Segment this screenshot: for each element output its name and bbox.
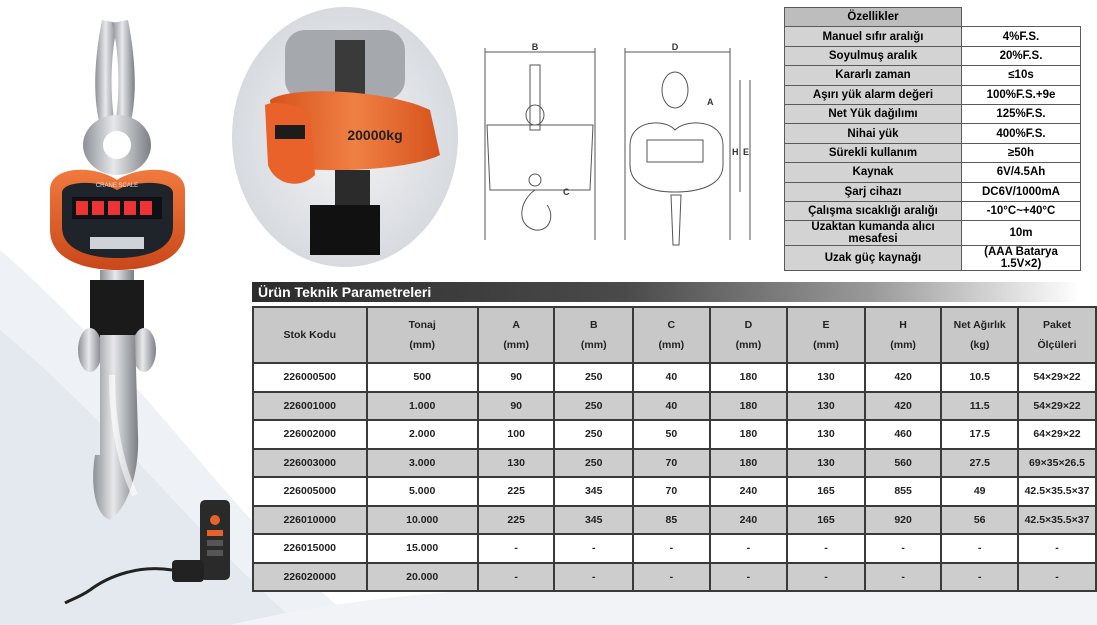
feature-value: 20%F.S.: [962, 46, 1081, 65]
table-cell: 49: [941, 477, 1018, 506]
table-cell: 2.000: [367, 420, 478, 449]
table-cell: 64×29×22: [1018, 420, 1096, 449]
drawing-label-a: A: [707, 97, 714, 107]
drawing-label-b: B: [531, 42, 539, 52]
features-row: [785, 124, 1081, 143]
parameters-table: [252, 306, 1097, 592]
table-cell: 225: [478, 506, 555, 535]
column-header: [710, 307, 788, 363]
features-header-row: [785, 8, 1081, 27]
table-cell: -: [787, 534, 865, 563]
table-cell: 226002000: [253, 420, 367, 449]
column-header-unit: Ölçüleri: [1037, 339, 1077, 351]
column-header: [1018, 307, 1096, 363]
column-header: [787, 307, 865, 363]
table-cell: -: [787, 563, 865, 592]
feature-key: Çalışma sıcaklığı aralığı: [785, 201, 962, 220]
column-header-unit: (mm): [813, 339, 839, 351]
table-cell: 42.5×35.5×37: [1018, 506, 1096, 535]
features-table: [784, 7, 1081, 271]
table-cell: 130: [787, 420, 865, 449]
column-header-name: H: [899, 319, 907, 331]
table-cell: 15.000: [367, 534, 478, 563]
table-cell: 40: [633, 363, 710, 392]
table-cell: 180: [710, 420, 788, 449]
table-cell: 920: [865, 506, 942, 535]
table-cell: 10.5: [941, 363, 1018, 392]
feature-value: -10°C~+40°C: [962, 201, 1081, 220]
column-header-unit: (mm): [890, 339, 916, 351]
table-cell: -: [633, 534, 710, 563]
table-cell: 226015000: [253, 534, 367, 563]
drawing-label-h: H: [732, 147, 739, 157]
table-cell: 460: [865, 420, 942, 449]
table-cell: -: [478, 563, 555, 592]
column-header: [253, 307, 367, 363]
features-header: Özellikler: [785, 8, 962, 27]
column-header-unit: (mm): [503, 339, 529, 351]
feature-key: Net Yük dağılımı: [785, 104, 962, 123]
features-row: [785, 246, 1081, 271]
feature-key: Aşırı yük alarm değeri: [785, 85, 962, 104]
table-cell: 180: [710, 449, 788, 478]
table-cell: 250: [554, 449, 633, 478]
section-title: Ürün Teknik Parametreleri: [252, 282, 1080, 302]
feature-value: ≤10s: [962, 66, 1081, 85]
table-cell: 69×35×26.5: [1018, 449, 1096, 478]
parameters-header-row: [253, 307, 1096, 363]
table-cell: 250: [554, 363, 633, 392]
table-cell: 130: [478, 449, 555, 478]
features-row: [785, 163, 1081, 182]
features-row: [785, 46, 1081, 65]
feature-key: Kararlı zaman: [785, 66, 962, 85]
feature-key: Nihai yük: [785, 124, 962, 143]
feature-value: (AAA Batarya 1.5V×2): [962, 246, 1081, 271]
column-header: [478, 307, 555, 363]
column-header-name: E: [822, 319, 830, 331]
table-cell: -: [1018, 563, 1096, 592]
table-cell: 5.000: [367, 477, 478, 506]
feature-value: DC6V/1000mA: [962, 182, 1081, 201]
drawing-label-d: D: [671, 42, 679, 52]
table-cell: 560: [865, 449, 942, 478]
table-row: [253, 392, 1096, 421]
table-cell: -: [710, 534, 788, 563]
table-cell: 90: [478, 363, 555, 392]
drawing-label-c: C: [563, 187, 570, 197]
column-header: [633, 307, 710, 363]
feature-key: Soyulmuş aralık: [785, 46, 962, 65]
table-cell: 11.5: [941, 392, 1018, 421]
column-header-unit: (mm): [658, 339, 685, 351]
column-header-name: C: [667, 319, 676, 331]
table-cell: 130: [787, 363, 865, 392]
table-cell: 17.5: [941, 420, 1018, 449]
table-cell: 345: [554, 506, 633, 535]
table-cell: -: [941, 563, 1018, 592]
table-cell: 180: [710, 363, 788, 392]
feature-key: Şarj cihazı: [785, 182, 962, 201]
table-cell: 345: [554, 477, 633, 506]
features-row: [785, 143, 1081, 162]
column-header: [367, 307, 478, 363]
table-row: [253, 363, 1096, 392]
feature-value: 4%F.S.: [962, 27, 1081, 46]
table-cell: 85: [633, 506, 710, 535]
table-cell: 54×29×22: [1018, 363, 1096, 392]
feature-value: 100%F.S.+9e: [962, 85, 1081, 104]
column-header-name: Paket: [1042, 319, 1072, 331]
column-header-unit: (mm): [735, 339, 762, 351]
table-cell: 420: [865, 392, 942, 421]
table-cell: 90: [478, 392, 555, 421]
feature-value: 10m: [962, 221, 1081, 246]
table-row: [253, 534, 1096, 563]
table-cell: 250: [554, 420, 633, 449]
feature-value: 125%F.S.: [962, 104, 1081, 123]
table-cell: 130: [787, 392, 865, 421]
table-cell: -: [478, 534, 555, 563]
features-row: [785, 104, 1081, 123]
column-header-name: A: [512, 319, 520, 331]
table-cell: 56: [941, 506, 1018, 535]
table-cell: -: [941, 534, 1018, 563]
feature-value: 400%F.S.: [962, 124, 1081, 143]
column-header-name: Tonaj: [408, 319, 436, 331]
table-row: [253, 563, 1096, 592]
feature-key: Kaynak: [785, 163, 962, 182]
column-header-unit: (mm): [409, 339, 436, 351]
column-header-name: D: [744, 319, 753, 331]
scale-brand-text: CRANE SCALE: [95, 183, 139, 189]
table-cell: 50: [633, 420, 710, 449]
column-header: [554, 307, 633, 363]
table-cell: 240: [710, 477, 788, 506]
column-header-name: Net Ağırlık: [953, 319, 1006, 331]
closeup-capacity-text: 20000kg: [347, 127, 403, 143]
features-row: [785, 85, 1081, 104]
closeup-image: [230, 5, 460, 270]
crane-scale-image: [40, 15, 200, 525]
table-cell: 855: [865, 477, 942, 506]
table-cell: -: [710, 563, 788, 592]
column-header: [865, 307, 942, 363]
table-cell: -: [633, 563, 710, 592]
table-cell: -: [554, 534, 633, 563]
table-cell: -: [554, 563, 633, 592]
table-cell: 225: [478, 477, 555, 506]
table-cell: 240: [710, 506, 788, 535]
table-cell: 226010000: [253, 506, 367, 535]
column-header-name: Stok Kodu: [283, 329, 336, 341]
table-cell: 3.000: [367, 449, 478, 478]
table-cell: 42.5×35.5×37: [1018, 477, 1096, 506]
table-cell: 100: [478, 420, 555, 449]
table-cell: 180: [710, 392, 788, 421]
table-cell: 70: [633, 477, 710, 506]
table-row: [253, 449, 1096, 478]
technical-drawing: [475, 40, 760, 250]
table-cell: 226005000: [253, 477, 367, 506]
table-cell: 130: [787, 449, 865, 478]
features-row: [785, 221, 1081, 246]
feature-value: ≥50h: [962, 143, 1081, 162]
table-cell: 40: [633, 392, 710, 421]
drawing-label-e: E: [743, 147, 750, 157]
feature-value: 6V/4.5Ah: [962, 163, 1081, 182]
table-cell: -: [1018, 534, 1096, 563]
table-cell: 54×29×22: [1018, 392, 1096, 421]
column-header: [941, 307, 1018, 363]
table-cell: 226003000: [253, 449, 367, 478]
table-cell: -: [865, 563, 942, 592]
table-row: [253, 477, 1096, 506]
features-row: [785, 182, 1081, 201]
table-cell: 20.000: [367, 563, 478, 592]
features-row: [785, 201, 1081, 220]
table-cell: 27.5: [941, 449, 1018, 478]
table-cell: -: [865, 534, 942, 563]
feature-key: Uzaktan kumanda alıcı mesafesi: [785, 221, 962, 246]
table-row: [253, 420, 1096, 449]
table-cell: 226001000: [253, 392, 367, 421]
table-row: [253, 506, 1096, 535]
table-cell: 10.000: [367, 506, 478, 535]
table-cell: 165: [787, 506, 865, 535]
column-header-unit: (mm): [580, 339, 607, 351]
remote-and-charger-image: [60, 495, 240, 610]
features-row: [785, 66, 1081, 85]
table-cell: 250: [554, 392, 633, 421]
feature-key: Manuel sıfır aralığı: [785, 27, 962, 46]
column-header-unit: (kg): [970, 339, 990, 351]
table-cell: 420: [865, 363, 942, 392]
table-cell: 226000500: [253, 363, 367, 392]
feature-key: Sürekli kullanım: [785, 143, 962, 162]
table-cell: 500: [367, 363, 478, 392]
table-cell: 226020000: [253, 563, 367, 592]
table-cell: 1.000: [367, 392, 478, 421]
features-row: [785, 27, 1081, 46]
column-header-name: B: [589, 319, 598, 331]
feature-key: Uzak güç kaynağı: [785, 246, 962, 271]
table-cell: 70: [633, 449, 710, 478]
table-cell: 165: [787, 477, 865, 506]
